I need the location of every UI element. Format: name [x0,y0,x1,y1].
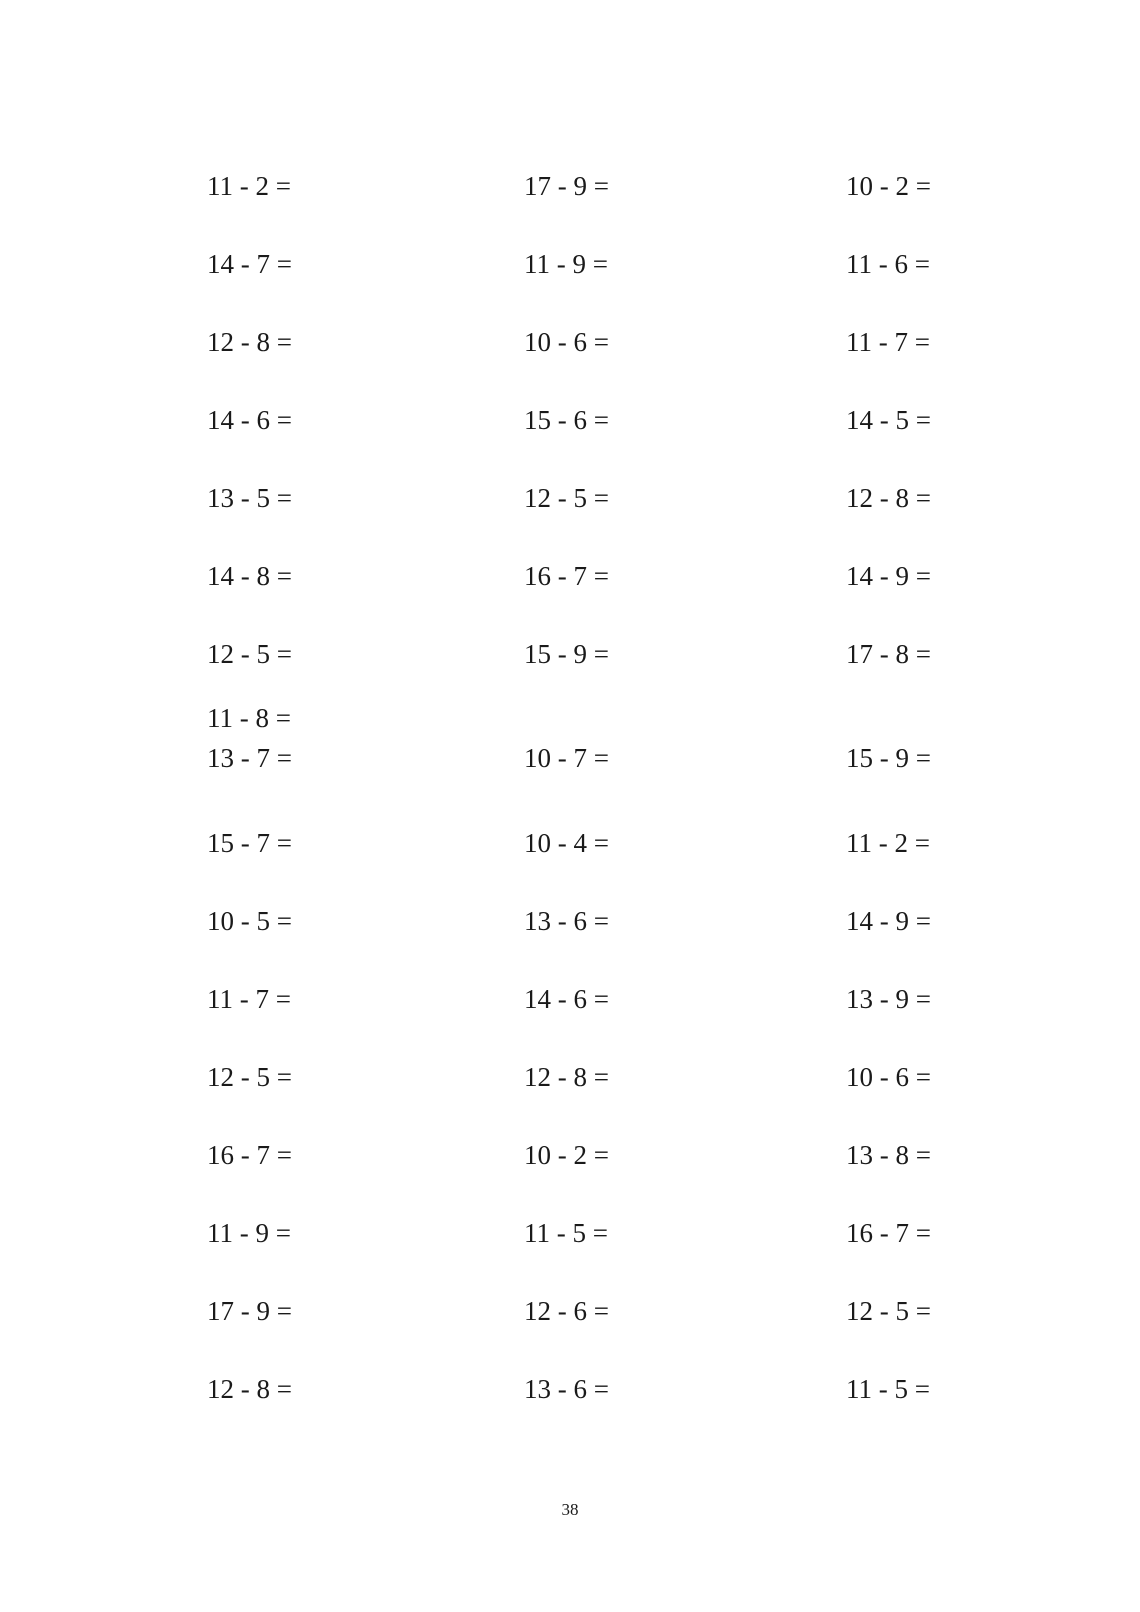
math-problem: 12 - 8 = [846,483,931,513]
math-problem: 11 - 5 = [524,1218,608,1248]
math-problem: 15 - 9 = [524,639,609,669]
math-problem: 16 - 7 = [524,561,609,591]
math-problem: 13 - 8 = [846,1140,931,1170]
math-problem: 17 - 9 = [207,1296,292,1326]
math-problem: 12 - 5 = [207,1062,292,1092]
math-problem: 14 - 6 = [207,405,292,435]
math-problem: 15 - 9 = [846,743,931,773]
math-problem: 15 - 6 = [524,405,609,435]
math-problem: 14 - 5 = [846,405,931,435]
math-problem: 10 - 6 = [524,327,609,357]
math-problem: 15 - 7 = [207,828,292,858]
math-problem: 13 - 5 = [207,483,292,513]
math-problem: 11 - 9 = [207,1218,291,1248]
math-problem: 11 - 9 = [524,249,608,279]
math-problem: 12 - 6 = [524,1296,609,1326]
math-problem: 11 - 7 = [846,327,930,357]
math-problem: 13 - 9 = [846,984,931,1014]
math-problem: 11 - 8 = [207,703,291,733]
math-problem: 11 - 2 = [207,171,291,201]
math-problem: 14 - 6 = [524,984,609,1014]
math-problem: 16 - 7 = [207,1140,292,1170]
math-problem: 10 - 5 = [207,906,292,936]
math-problem: 12 - 8 = [207,1374,292,1404]
math-problem: 13 - 7 = [207,743,292,773]
math-problem: 12 - 5 = [207,639,292,669]
math-problem: 14 - 8 = [207,561,292,591]
math-problem: 10 - 2 = [846,171,931,201]
math-problem: 17 - 8 = [846,639,931,669]
math-problem: 11 - 6 = [846,249,930,279]
math-problem: 13 - 6 = [524,1374,609,1404]
math-problem: 14 - 9 = [846,906,931,936]
math-problem: 11 - 5 = [846,1374,930,1404]
math-problem: 12 - 8 = [207,327,292,357]
math-problem: 10 - 7 = [524,743,609,773]
page-number: 38 [561,1500,579,1519]
math-problem: 10 - 6 = [846,1062,931,1092]
math-problem: 11 - 7 = [207,984,291,1014]
math-problem: 14 - 9 = [846,561,931,591]
math-problem: 16 - 7 = [846,1218,931,1248]
math-problem: 12 - 5 = [524,483,609,513]
math-problem: 10 - 4 = [524,828,609,858]
math-problem: 13 - 6 = [524,906,609,936]
math-problem: 11 - 2 = [846,828,930,858]
math-problem: 10 - 2 = [524,1140,609,1170]
math-problem: 12 - 8 = [524,1062,609,1092]
math-problem: 12 - 5 = [846,1296,931,1326]
math-problem: 17 - 9 = [524,171,609,201]
math-problem: 14 - 7 = [207,249,292,279]
